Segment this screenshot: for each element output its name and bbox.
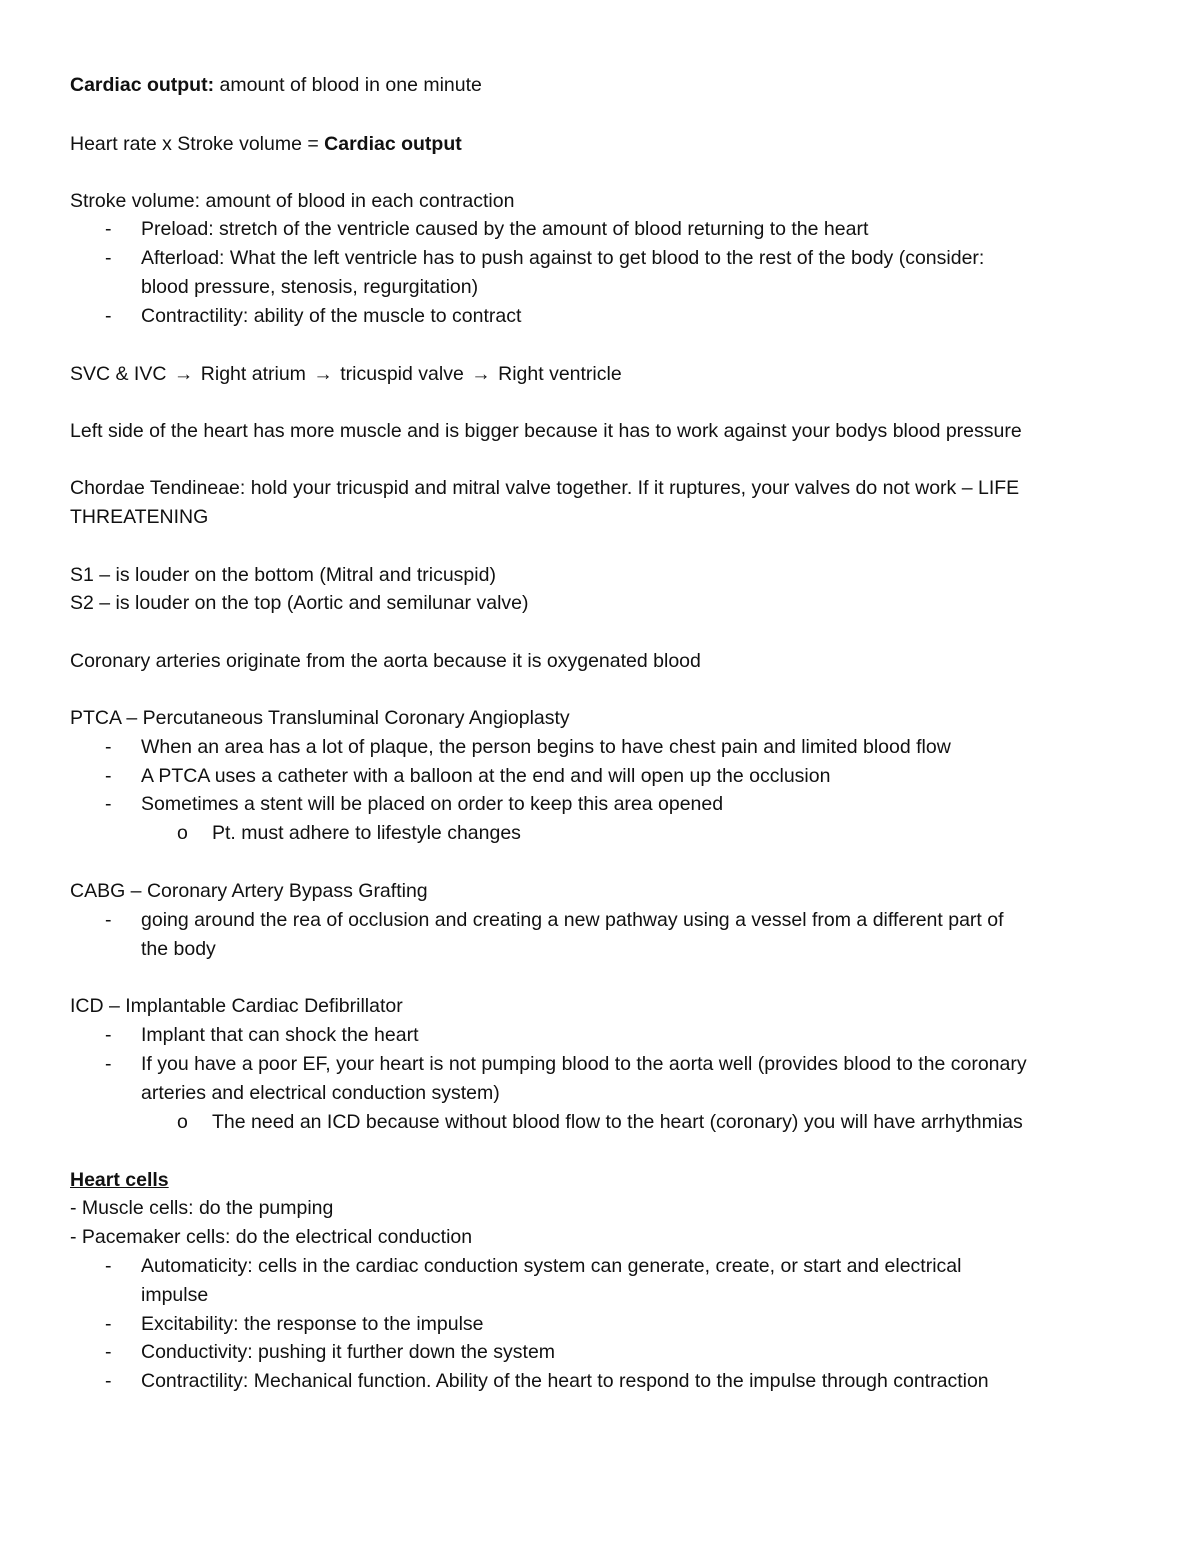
formula-prefix: Heart rate x Stroke volume = (70, 133, 325, 155)
bullet-dash: - (105, 765, 112, 787)
cabg-heading: CABG – Coronary Artery Bypass Grafting (70, 880, 428, 902)
right-arrow-icon: → (313, 363, 333, 385)
flow-step-tricuspid: tricuspid valve (334, 363, 470, 385)
afterload-item-continued: blood pressure, stenosis, regurgitation) (141, 276, 479, 298)
cardiac-output-term: Cardiac output: (70, 74, 215, 96)
cardiac-output-line (70, 71, 482, 99)
blood-flow-line (70, 360, 622, 388)
muscle-cells-line: - Muscle cells: do the pumping (70, 1197, 334, 1219)
formula-result: Cardiac output (324, 133, 462, 155)
icd-heading: ICD – Implantable Cardiac Defibrillator (70, 995, 403, 1017)
icd-item-2-continued: arteries and electrical conduction system) (141, 1082, 500, 1104)
afterload-item: Afterload: What the left ventricle has to push against to get blood to the rest of the body (consider: (141, 247, 985, 269)
right-arrow-icon: → (173, 363, 194, 385)
flow-step-right-atrium: Right atrium (195, 363, 312, 385)
bullet-dash: - (105, 1341, 112, 1363)
flow-step-svc-ivc: SVC & IVC (70, 363, 172, 385)
heart-cells-heading: Heart cells (70, 1169, 169, 1191)
contractility-function-item: Contractility: Mechanical function. Ability of the heart to respond to the impulse through contraction (141, 1370, 989, 1392)
bullet-dash: - (105, 909, 112, 931)
bullet-dash: - (105, 1053, 112, 1075)
icd-item-2: If you have a poor EF, your heart is not pumping blood to the aorta well (provides blood to the coronary (141, 1053, 1027, 1075)
stroke-volume-line: Stroke volume: amount of blood in each contraction (70, 190, 515, 212)
automaticity-item: Automaticity: cells in the cardiac conduction system can generate, create, or start and electrical (141, 1255, 962, 1277)
coronary-line: Coronary arteries originate from the aorta because it is oxygenated blood (70, 650, 701, 672)
bullet-circle: o (177, 1111, 188, 1133)
pacemaker-cells-line: - Pacemaker cells: do the electrical conduction (70, 1226, 473, 1248)
bullet-circle: o (177, 822, 188, 844)
conductivity-item: Conductivity: pushing it further down the system (141, 1341, 556, 1363)
ptca-item-1: When an area has a lot of plaque, the person begins to have chest pain and limited blood flow (141, 736, 951, 758)
s1-line: S1 – is louder on the bottom (Mitral and tricuspid) (70, 564, 496, 586)
bullet-dash: - (105, 736, 112, 758)
chordae-line-continued: THREATENING (70, 506, 209, 528)
ptca-subitem: Pt. must adhere to lifestyle changes (212, 822, 521, 844)
ptca-item-2: A PTCA uses a catheter with a balloon at the end and will open up the occlusion (141, 765, 831, 787)
bullet-dash: - (105, 1255, 112, 1277)
chordae-line: Chordae Tendineae: hold your tricuspid and mitral valve together. If it ruptures, your valves do not work – LIFE (70, 477, 1020, 499)
formula-line (70, 130, 462, 158)
icd-subitem: The need an ICD because without blood flow to the heart (coronary) you will have arrhythmias (212, 1111, 1023, 1133)
bullet-dash: - (105, 218, 112, 240)
bullet-dash: - (105, 1024, 112, 1046)
cabg-item-continued: the body (141, 938, 216, 960)
ptca-item-3: Sometimes a stent will be placed on order to keep this area opened (141, 793, 724, 815)
excitability-item: Excitability: the response to the impulse (141, 1313, 484, 1335)
icd-item-1: Implant that can shock the heart (141, 1024, 419, 1046)
ptca-heading: PTCA – Percutaneous Transluminal Coronary Angioplasty (70, 707, 570, 729)
right-arrow-icon: → (471, 363, 491, 385)
left-side-line: Left side of the heart has more muscle and is bigger because it has to work against your bodys blood pressure (70, 420, 1022, 442)
s2-line: S2 – is louder on the top (Aortic and semilunar valve) (70, 592, 529, 614)
cardiac-output-definition: amount of blood in one minute (214, 74, 482, 96)
bullet-dash: - (105, 793, 112, 815)
automaticity-item-continued: impulse (141, 1284, 209, 1306)
flow-step-right-ventricle: Right ventricle (492, 363, 622, 385)
preload-item: Preload: stretch of the ventricle caused by the amount of blood returning to the heart (141, 218, 869, 240)
bullet-dash: - (105, 305, 112, 327)
bullet-dash: - (105, 247, 112, 269)
contractility-item: Contractility: ability of the muscle to contract (141, 305, 522, 327)
cabg-item: going around the rea of occlusion and creating a new pathway using a vessel from a different part of (141, 909, 1004, 931)
bullet-dash: - (105, 1313, 112, 1335)
bullet-dash: - (105, 1370, 112, 1392)
